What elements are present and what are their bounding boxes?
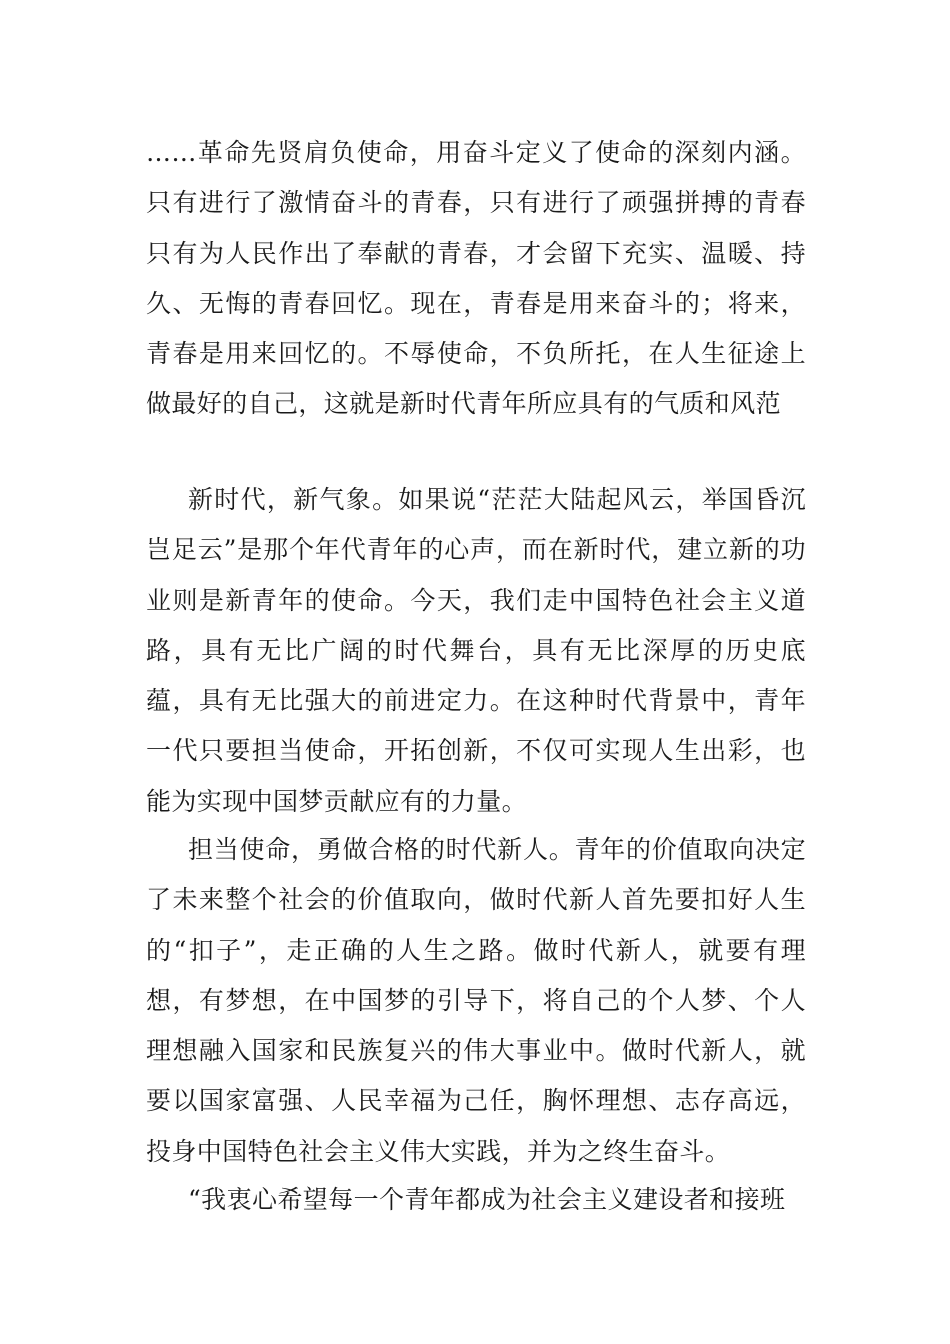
paragraph-4: “我衷心希望每一个青年都成为社会主义建设者和接班 <box>188 1185 786 1214</box>
paragraph-3: 担当使命，勇做合格的时代新人。青年的价值取向决定了未来整个社会的价值取向，做时代新人首先要扣好人生的“扣子”，走正确的人生之路。做时代新人，就要有理想，有梦想，在中国梦的引导下，将自己的个人梦、个人理想融入国家和民族复兴的伟大事业中。做时代新人，就要以国家富强、人民幸福为己任，胸怀理想、志存高远，投身中国特色社会主义伟大实践，并为之终生奋斗。 <box>146 835 806 1166</box>
paragraph-1: ……革命先贤肩负使命，用奋斗定义了使命的深刻内涵。只有进行了激情奋斗的青春，只有进行了顽强拼搏的青春只有为人民作出了奉献的青春，才会留下充实、温暖、持久、无悔的青春回忆。现在，青春是用来奋斗的；将来，青春是用来回忆的。不辱使命，不负所托，在人生征途上做最好的自己，这就是新时代青年所应具有的气质和风范 <box>146 138 806 419</box>
paragraph-2: 新时代，新气象。如果说“茫茫大陆起风云，举国昏沉岂足云”是那个年代青年的心声，而在新时代，建立新的功业则是新青年的使命。今天，我们走中国特色社会主义道路，具有无比广阔的时代舞台，具有无比深厚的历史底蕴，具有无比强大的前进定力。在这种时代背景中，青年一代只要担当使命，开拓创新，不仅可实现人生出彩，也能为实现中国梦贡献应有的力量。 <box>146 485 806 816</box>
